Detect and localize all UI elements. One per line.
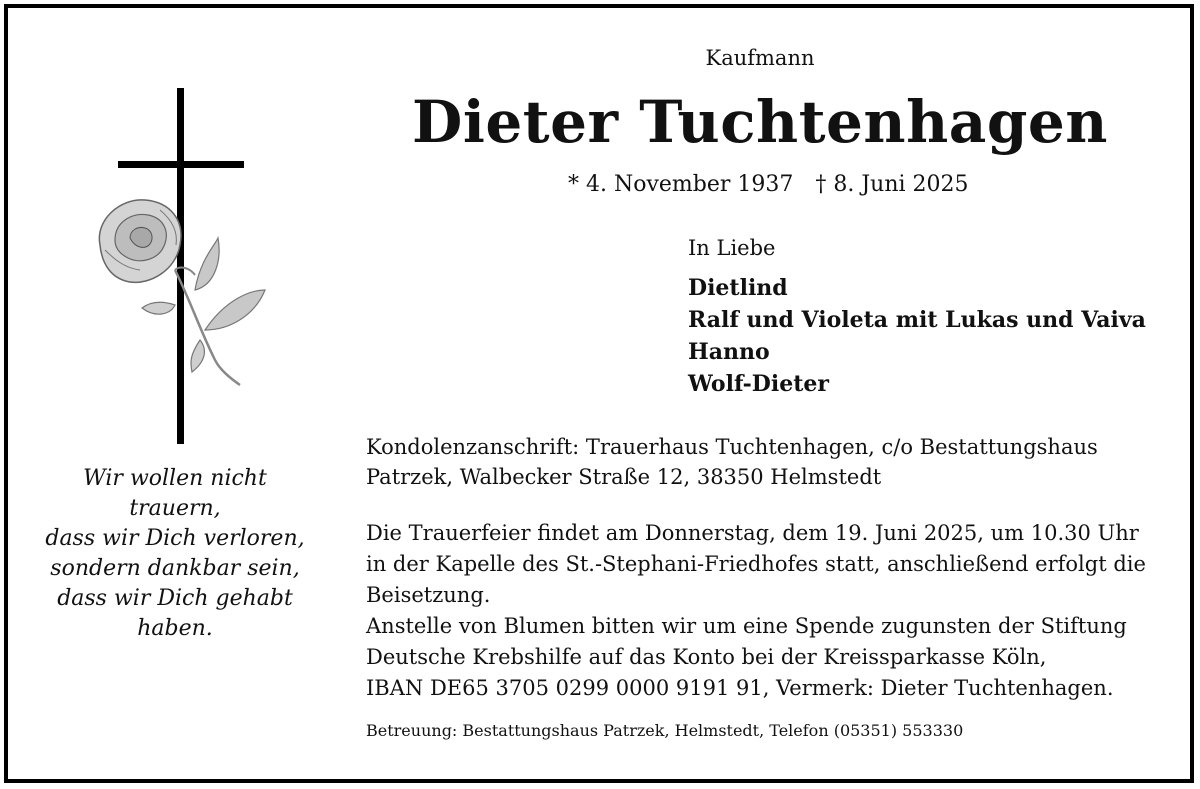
service-info [366, 518, 1146, 704]
poem-line: Wir wollen nicht [83, 466, 267, 491]
service-line: Beisetzung. [366, 583, 491, 607]
mourner: Dietlind [688, 275, 788, 301]
poem [40, 464, 310, 644]
in-love-label: In Liebe [688, 236, 776, 260]
condolence-line: Patrzek, Walbecker Straße 12, 38350 Helmstedt [366, 465, 882, 489]
mourner: Hanno [688, 339, 770, 365]
condolence-line: Kondolenzanschrift: Trauerhaus Tuchtenhagen, c/o Bestattungshaus [366, 435, 1098, 459]
death-date: † 8. Juni 2025 [815, 172, 969, 197]
condolence-address [366, 432, 1098, 492]
poem-line: sondern dankbar sein, [50, 556, 300, 581]
cross-horizontal-beam [118, 161, 244, 168]
poem-line: dass wir Dich verloren, [45, 526, 305, 551]
occupation: Kaufmann [705, 46, 815, 70]
service-line: IBAN DE65 3705 0299 0000 9191 91, Vermerk: Dieter Tuchtenhagen. [366, 676, 1114, 700]
mourners-list [688, 272, 1146, 400]
mourner: Ralf und Violeta mit Lukas und Vaiva [688, 307, 1146, 333]
rose-icon [80, 190, 280, 390]
mourner: Wolf-Dieter [688, 371, 829, 397]
deceased-name: Dieter Tuchtenhagen [412, 88, 1108, 156]
birth-date: * 4. November 1937 [568, 172, 794, 197]
poem-line: dass wir Dich gehabt [57, 586, 293, 611]
service-line: Anstelle von Blumen bitten wir um eine Spende zugunsten der Stiftung [366, 614, 1127, 638]
service-line: Deutsche Krebshilfe auf das Konto bei der Kreissparkasse Köln, [366, 645, 1047, 669]
life-dates [568, 172, 969, 197]
funeral-home-footer: Betreuung: Bestattungshaus Patrzek, Helmstedt, Telefon (05351) 553330 [366, 721, 964, 740]
poem-line: haben. [137, 616, 213, 641]
poem-line: trauern, [129, 496, 221, 521]
service-line: Die Trauerfeier findet am Donnerstag, dem 19. Juni 2025, um 10.30 Uhr [366, 521, 1139, 545]
service-line: in der Kapelle des St.-Stephani-Friedhofes statt, anschließend erfolgt die [366, 552, 1146, 576]
